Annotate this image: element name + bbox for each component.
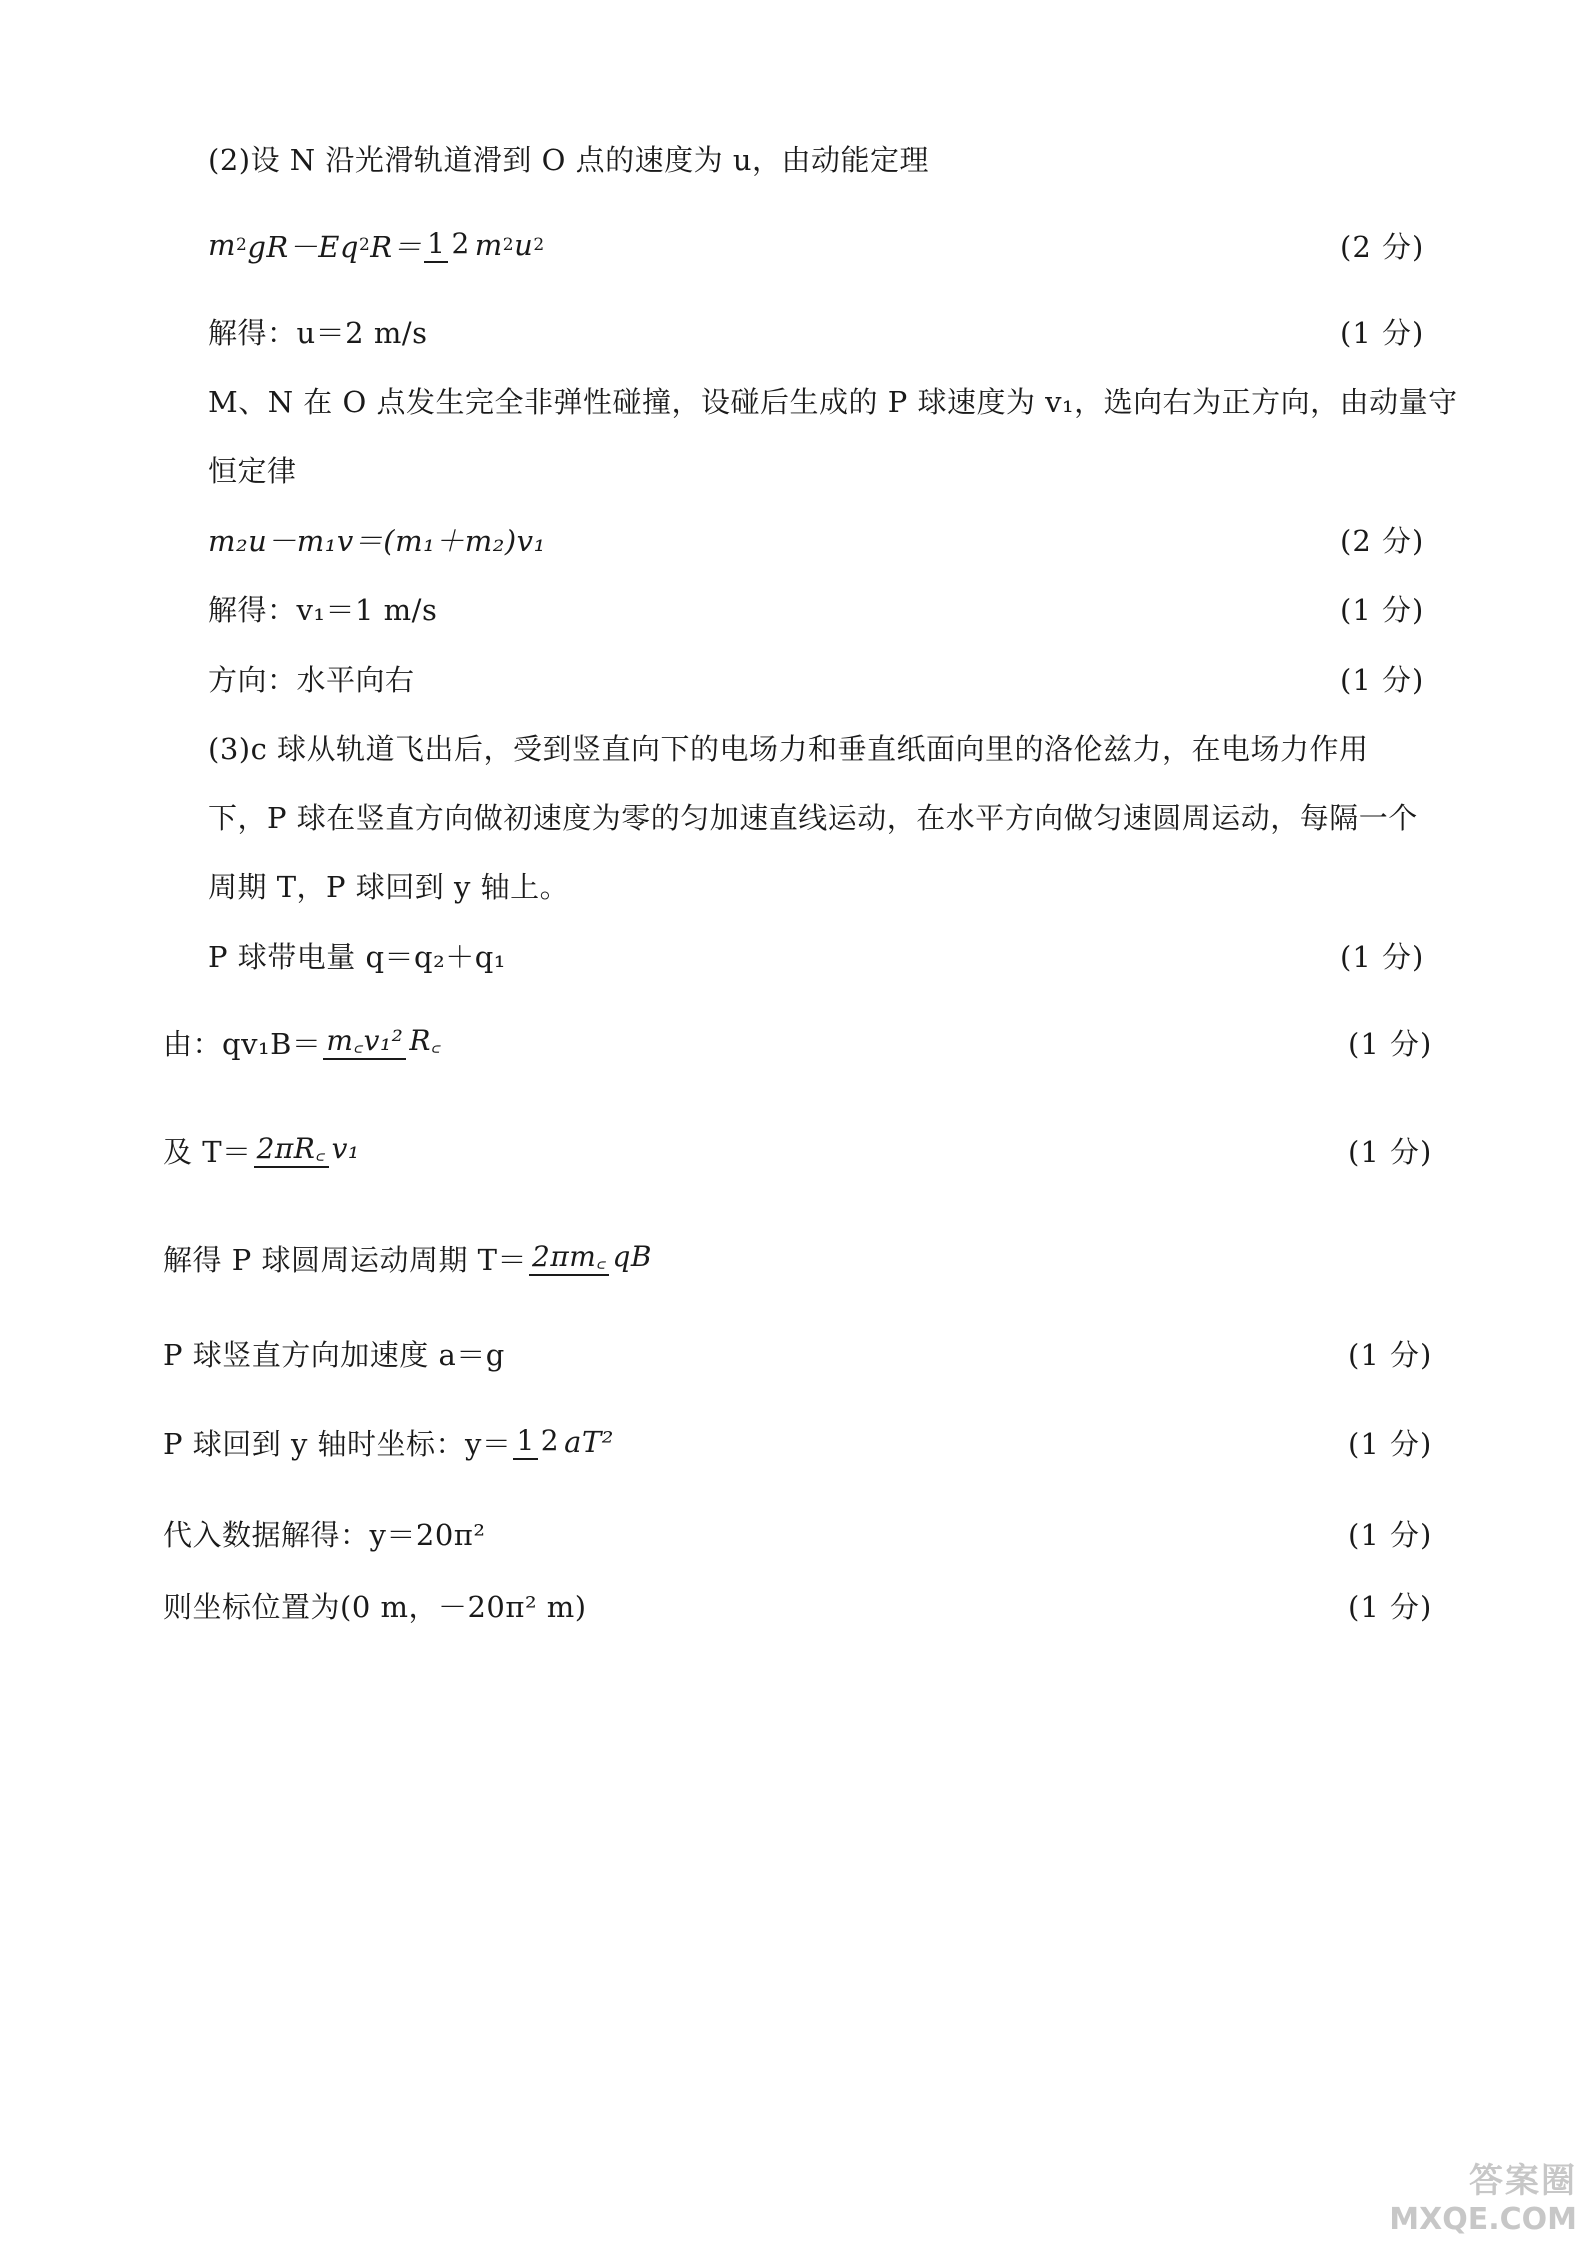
eq-suffix: aT² [564,1425,614,1459]
fraction-numerator: 1 [513,1426,537,1459]
equation [163,1238,657,1279]
paragraph-line [0,1498,1587,1568]
paragraph-line [0,1318,1587,1388]
eq-prefix: P 球回到 y 轴时坐标：y＝ [163,1426,512,1461]
score-label: (2 分) [1340,229,1425,264]
line-text: 解得：u＝2 m/s [208,315,428,350]
equation: m₂u－m₁v＝(m₁＋m₂)v₁ [208,523,546,558]
fraction [529,1240,655,1275]
paragraph-line [0,365,1587,435]
eq-prefix: 由：qv₁B＝ [163,1026,322,1061]
fraction [513,1424,562,1459]
equation-line [0,504,1587,574]
score-label: (1 分) [1340,315,1425,350]
line-text: 代入数据解得：y＝20π² [163,1517,486,1552]
paragraph-line [0,850,1587,920]
fraction-numerator: m꜀v₁² [323,1026,406,1059]
equation-line [0,1002,1587,1082]
eq-prefix: 解得 P 球圆周运动周期 T＝ [163,1242,528,1277]
paragraph-line [0,296,1587,366]
equation [163,1022,446,1063]
eq-sub: 2 [358,235,371,255]
line-text: 下，P 球在竖直方向做初速度为零的匀加速直线运动，在水平方向做匀速圆周运动，每隔一个 [208,800,1418,835]
fraction-denominator: v₁ [331,1132,360,1166]
eq-sub: 2 [502,235,515,255]
equation [208,225,545,266]
paragraph-line [0,123,1587,193]
eq-part: m [208,228,236,262]
paragraph-line [0,920,1587,990]
eq-sup: 2 [533,235,545,255]
eq-prefix: 及 T＝ [163,1134,252,1169]
score-label: (1 分) [1340,939,1425,974]
line-text: 解得：v₁＝1 m/s [208,592,438,627]
fraction-numerator: 1 [424,229,448,262]
fraction-numerator: 2πm꜀ [529,1242,609,1275]
eq-part: u [514,228,534,262]
line-text: M、N 在 O 点发生完全非弹性碰撞，设碰后生成的 P 球速度为 v₁，选向右为正方向，由动量守 [208,384,1458,419]
score-label: (2 分) [1340,523,1425,558]
equation-line [0,1402,1587,1482]
fraction-denominator: 2 [451,227,470,261]
line-text: 则坐标位置为(0 m，－20π² m) [163,1589,587,1624]
score-label: (1 分) [1348,1026,1433,1061]
fraction-numerator: 2πR꜀ [254,1134,329,1167]
score-label: (1 分) [1340,662,1425,697]
paragraph-line [0,434,1587,504]
fraction [254,1132,363,1167]
watermark-logo: 答案圈 [1469,2161,1577,2201]
eq-sub: 2 [236,235,248,255]
paragraph-line [0,573,1587,643]
line-text: P 球竖直方向加速度 a＝g [163,1337,505,1372]
equation [163,1422,614,1463]
line-text: (2)设 N 沿光滑轨道滑到 O 点的速度为 u，由动能定理 [208,142,929,177]
fraction-denominator: qB [612,1240,652,1274]
eq-part: R＝ [370,229,423,264]
equation [163,1130,365,1171]
paragraph-line [0,712,1587,782]
paragraph-line [0,643,1587,713]
watermark [1389,2153,1577,2237]
score-label: (1 分) [1348,1134,1433,1169]
line-text: 恒定律 [208,453,297,488]
fraction-denominator: 2 [540,1424,560,1458]
score-label: (1 分) [1348,1337,1433,1372]
eq-part: gR－Eq [247,229,359,264]
eq-part: m [474,228,503,262]
equation-line [0,1218,1587,1298]
paragraph-line [0,1570,1587,1640]
paragraph-line [0,781,1587,851]
equation-line [0,210,1587,280]
line-text: 方向：水平向右 [208,662,415,697]
score-label: (1 分) [1348,1426,1433,1461]
equation-line [0,1110,1587,1190]
line-text: 周期 T，P 球回到 y 轴上。 [208,869,570,904]
line-text: P 球带电量 q＝q₂＋q₁ [208,939,506,974]
watermark-url: MXQE.COM [1389,2202,1577,2237]
score-label: (1 分) [1348,1589,1433,1624]
score-label: (1 分) [1348,1517,1433,1552]
fraction-denominator: R꜀ [409,1024,442,1058]
fraction [323,1024,444,1059]
score-label: (1 分) [1340,592,1425,627]
fraction [424,227,473,262]
line-text: (3)c 球从轨道飞出后，受到竖直向下的电场力和垂直纸面向里的洛伦兹力，在电场力作用 [208,731,1369,766]
